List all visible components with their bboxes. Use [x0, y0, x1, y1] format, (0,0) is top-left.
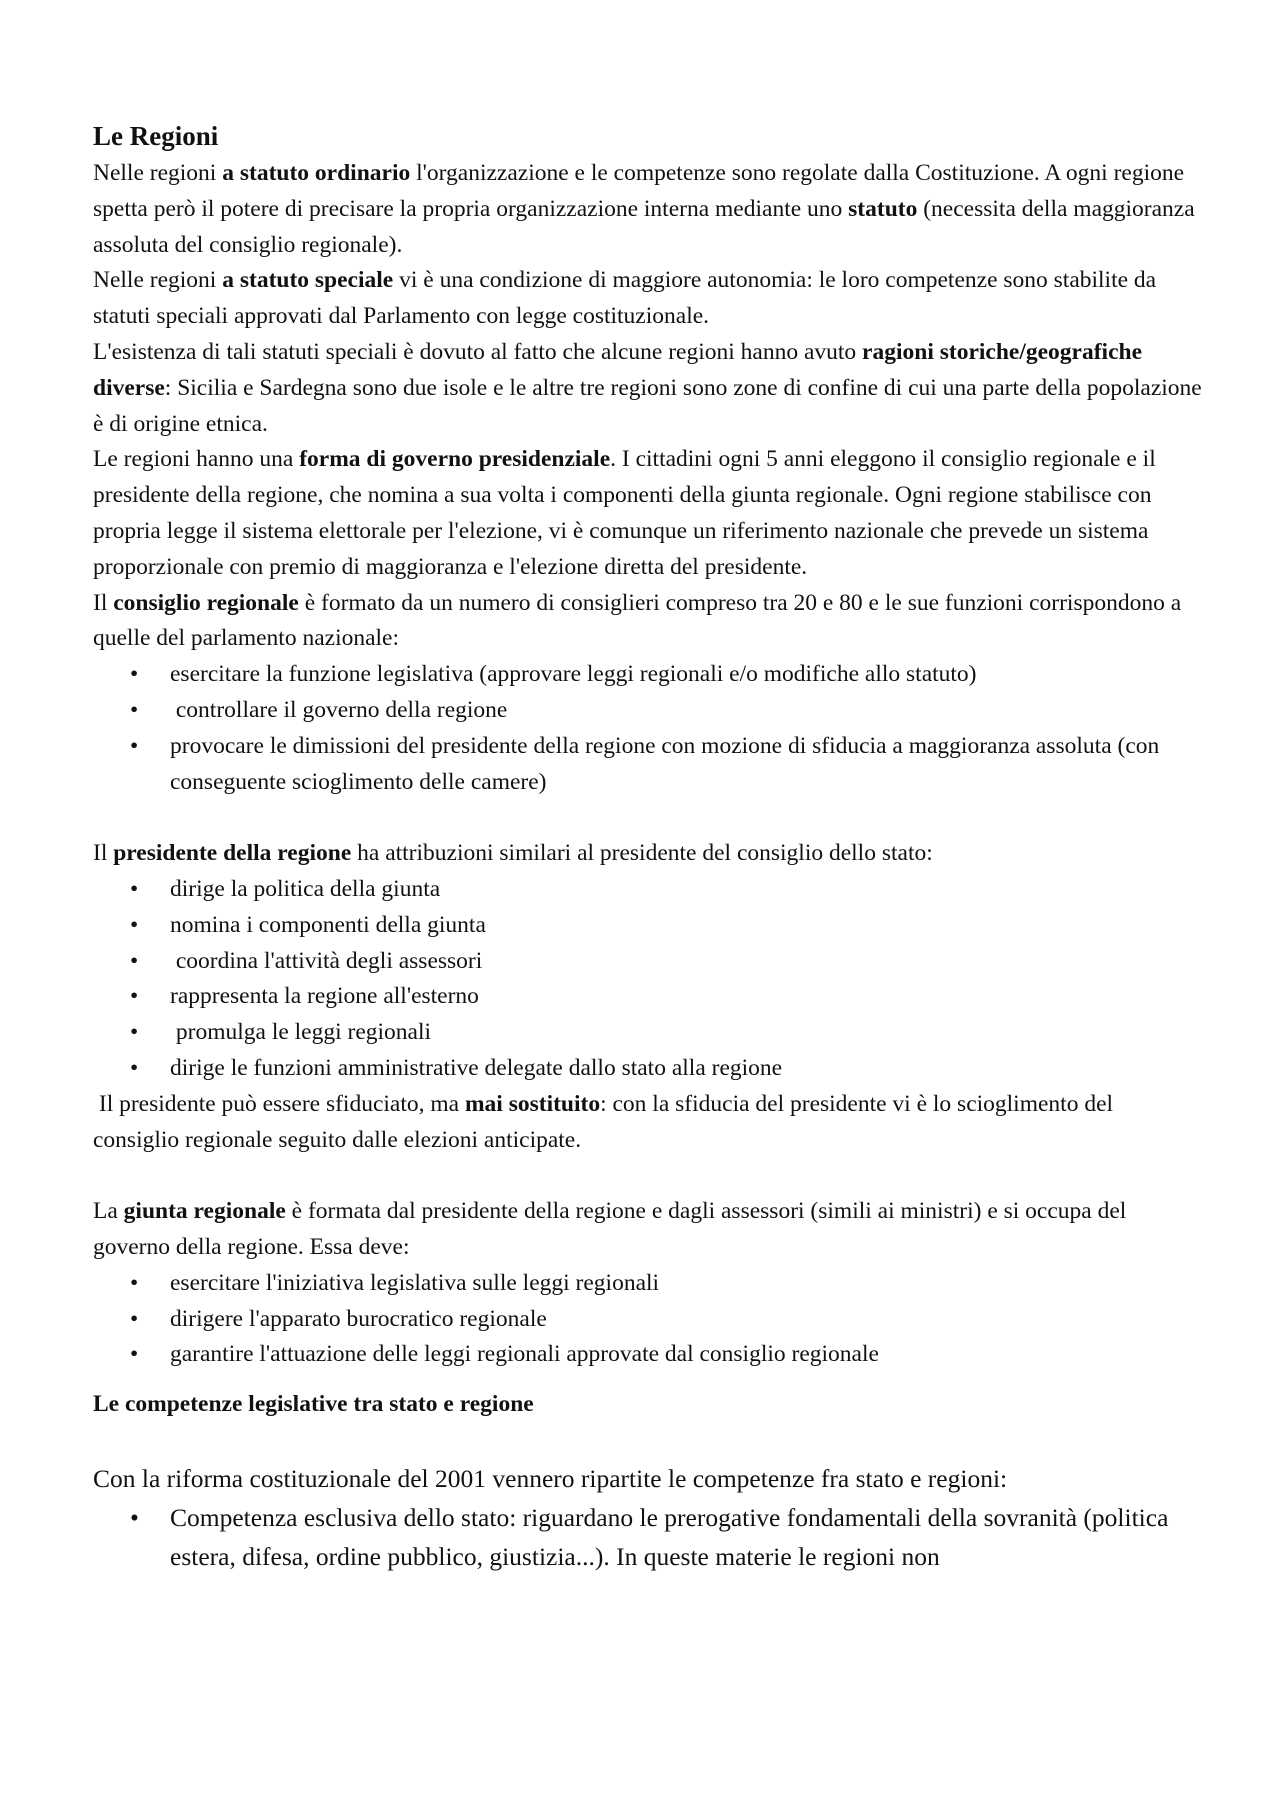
list-item: • dirigere l'apparato burocratico regionale [93, 1302, 1203, 1338]
list-item: • controllare il governo della regione [93, 693, 1203, 729]
list-item: • dirige le funzioni amministrative delegate dallo stato alla regione [93, 1051, 1203, 1087]
consiglio-list [93, 657, 1203, 800]
spacer [93, 1423, 1203, 1459]
bullet-icon: • [130, 1305, 139, 1332]
list-item: • promulga le leggi regionali [93, 1015, 1203, 1051]
page-title: Le Regioni [93, 121, 219, 151]
spacer [93, 1158, 1203, 1194]
paragraph-statuto-speciale: Nelle regioni a statuto speciale vi è una condizione di maggiore autonomia: le loro competenze sono stabilite da statuti speciali approvati dal Parlamento con legge costituzionale. [93, 267, 1157, 330]
bullet-icon: • [130, 983, 139, 1010]
list-item: • rappresenta la regione all'esterno [93, 979, 1203, 1015]
paragraph-presidente-regione: Il presidente della regione ha attribuzioni similari al presidente del consiglio dello stato: [93, 840, 933, 867]
spacer [93, 800, 1203, 836]
bullet-icon: • [130, 1269, 139, 1296]
document-body [93, 116, 1203, 1576]
bullet-icon: • [130, 661, 139, 688]
bullet-icon: • [130, 1502, 139, 1532]
competenze-section [93, 1459, 1203, 1576]
paragraph-giunta-regionale: La giunta regionale è formata dal presidente della regione e dagli assessori (simili ai ministri) e si occupa del governo della regione. Essa deve: [93, 1198, 1127, 1260]
bullet-icon: • [130, 947, 139, 974]
presidente-list [93, 872, 1203, 1087]
list-item: • garantire l'attuazione delle leggi regionali approvate dal consiglio regionale [93, 1337, 1203, 1373]
list-item: • esercitare l'iniziativa legislativa sulle leggi regionali [93, 1266, 1203, 1302]
paragraph-statuto-ordinario: Nelle regioni a statuto ordinario l'organizzazione e le competenze sono regolate dalla Costituzione. A ogni regione spetta però il potere di precisare la propria organizzazione interna mediante uno statuto (necessita della maggioranza assoluta del consiglio regionale). [93, 160, 1195, 258]
bullet-icon: • [130, 696, 139, 723]
paragraph-statuti-speciali: L'esistenza di tali statuti speciali è dovuto al fatto che alcune regioni hanno avuto ragioni storiche/geografiche diverse: Sicilia e Sardegna sono due isole e le altre tre regioni sono zone di confine di cui una parte della popolazione è di origine etnica. [93, 338, 1202, 437]
bullet-icon: • [130, 911, 139, 938]
list-item: • esercitare la funzione legislativa (approvare leggi regionali e/o modifiche allo statuto) [93, 657, 1203, 693]
list-item: • provocare le dimissioni del presidente della regione con mozione di sfiducia a maggioranza assoluta (con conseguente scioglimento delle camere) [93, 729, 1203, 801]
paragraph-riforma: Con la riforma costituzionale del 2001 vennero ripartite le competenze fra stato e regioni: [93, 1463, 1008, 1493]
bullet-icon: • [130, 875, 139, 902]
bullet-icon: • [130, 732, 139, 759]
bullet-icon: • [130, 1019, 139, 1046]
bullet-icon: • [130, 1341, 139, 1368]
section-title: Le competenze legislative tra stato e regione [93, 1391, 534, 1418]
list-item: • Competenza esclusiva dello stato: riguardano le prerogative fondamentali della sovranità (politica estera, difesa, ordine pubblico, giustizia...). In queste materie le regioni non [93, 1498, 1203, 1576]
giunta-list [93, 1266, 1203, 1373]
spacer [93, 1373, 1203, 1387]
list-item: • nomina i componenti della giunta [93, 908, 1203, 944]
bullet-icon: • [130, 1054, 139, 1081]
paragraph-sfiducia: Il presidente può essere sfiduciato, ma mai sostituito: con la sfiducia del presidente vi è lo scioglimento del consiglio regionale seguito dalle elezioni anticipate. [93, 1090, 1119, 1153]
competenze-list [93, 1498, 1203, 1576]
paragraph-consiglio-regionale: Il consiglio regionale è formato da un numero di consiglieri compreso tra 20 e 80 e le sue funzioni corrispondono a quelle del parlamento nazionale: [93, 589, 1182, 652]
list-item: • coordina l'attività degli assessori [93, 944, 1203, 980]
paragraph-forma-di-governo: Le regioni hanno una forma di governo presidenziale. I cittadini ogni 5 anni eleggono il consiglio regionale e il presidente della regione, che nomina a sua volta i componenti della giunta regionale. Ogni regione stabilisce con propria legge il sistema elettorale per l'elezione, vi è comunque un riferimento nazionale che prevede un sistema proporzionale con premio di maggioranza e l'elezione diretta del presidente. [93, 446, 1156, 580]
list-item: • dirige la politica della giunta [93, 872, 1203, 908]
